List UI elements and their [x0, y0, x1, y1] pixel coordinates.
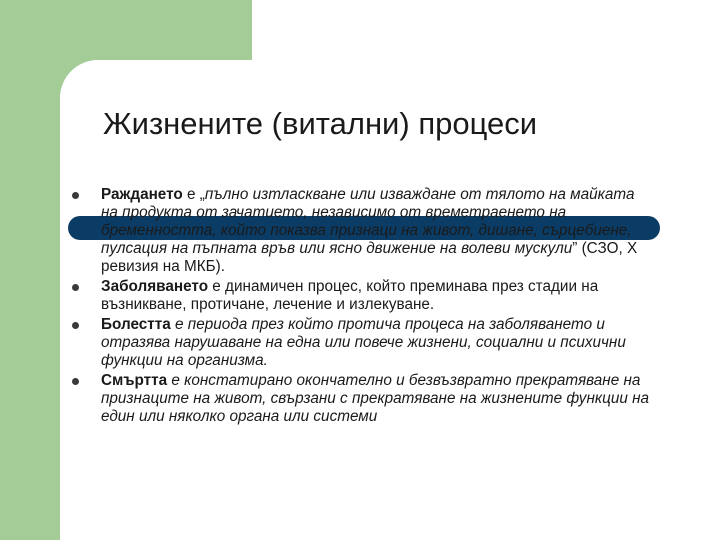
- item-text-italic: е периода през който протича процеса на заболяването и отразява нарушаване на една или повече жизнени, социални и психични функции на организма.: [101, 316, 626, 369]
- item-text: ” (СЗО, Х ревизия на МКБ).: [101, 240, 638, 275]
- bullet-dot-icon: [72, 378, 79, 385]
- item-text: е динамичен процес, който преминава през стадии на възникване, протичане, лечение и излекуване.: [101, 278, 599, 313]
- bullet-list: [70, 186, 650, 428]
- item-text: е „: [182, 186, 205, 203]
- green-left-strip: [0, 0, 60, 540]
- list-item-illness: [70, 316, 650, 370]
- list-item-death: [70, 372, 650, 426]
- term-death: Смъртта: [101, 372, 168, 389]
- slide-title: Жизнените (витални) процеси: [103, 106, 538, 141]
- bullet-dot-icon: [72, 192, 79, 199]
- term-illness: Болестта: [101, 316, 171, 333]
- list-item-disease: [70, 278, 650, 314]
- bullet-dot-icon: [72, 322, 79, 329]
- item-text-italic: е констатирано окончателно и безвъзвратно прекратяване на признаците на живот, свързани с прекратяване на жизнените функции на един или няколко органа или системи: [101, 372, 650, 425]
- item-text-italic: пълно изтласкване или изваждане от тялото на майката на продукта от зачатието, независимо от времетраенето на бременността, който показва признаци на живот, дишане, сърцебиене, пулсация на пъпната връв или ясно движение на волеви мускули: [101, 186, 635, 257]
- term-birth: Раждането: [101, 186, 183, 203]
- term-disease: Заболяването: [101, 278, 209, 295]
- list-item-birth: [70, 186, 650, 276]
- bullet-dot-icon: [72, 284, 79, 291]
